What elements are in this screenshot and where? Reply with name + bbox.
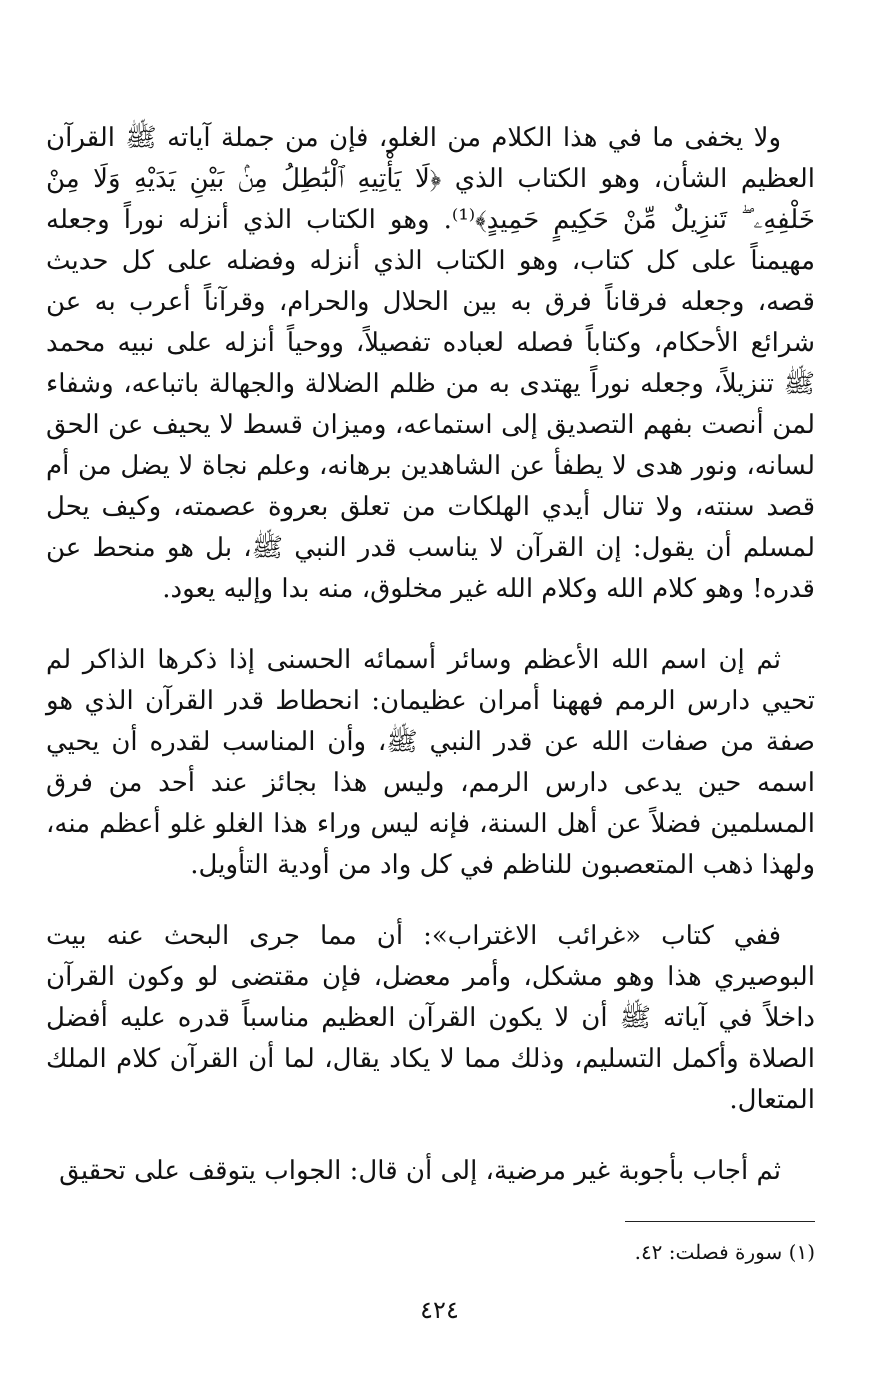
paragraph-4: ثم أجاب بأجوبة غير مرضية، إلى أن قال: الجواب يتوقف على تحقيق	[59, 1156, 781, 1186]
paragraph-1: ولا يخفى ما في هذا الكلام من الغلو، فإن من جملة آياته ﷺ القرآن العظيم الشأن، وهو الكتاب الذي ﴿لَا يَأْتِيهِ ٱلْبَٰطِلُ مِنۢ بَيْنِ يَدَيْهِ وَلَا مِنْ خَلْفِهِۦ ۖ تَنزِيلٌ مِّنْ حَكِيمٍ حَمِيدٍ﴾⁽¹⁾. وهو الكتاب الذي أنزله نوراً وجعله مهيمناً على كل كتاب، وهو الكتاب الذي أنزله وفضله على كل حديث قصه، وجعله فرقاناً فرق به بين الحلال والحرام، وقرآناً أعرب به عن شرائع الأحكام، وكتاباً فصله لعباده تفصيلاً، ووحياً أنزله على نبيه محمد ﷺ تنزيلاً، وجعله نوراً يهتدى به من ظلم الضلالة والجهالة باتباعه، وشفاء لمن أنصت بفهم التصديق إلى استماعه، وميزان قسط لا يحيف عن الحق لسانه، ونور هدى لا يطفأ عن الشاهدين برهانه، وعلم نجاة لا يضل من أم قصد سنته، ولا تنال أيدي الهلكات من تعلق بعروة عصمته، وكيف يحل لمسلم أن يقول: إن القرآن لا يناسب قدر النبي ﷺ، بل هو منحط عن قدره! وهو كلام الله وكلام الله غير مخلوق، منه بدا وإليه يعود.	[46, 123, 815, 604]
footnote-divider	[625, 1221, 815, 1222]
paragraph-2: ثم إن اسم الله الأعظم وسائر أسمائه الحسنى إذا ذكرها الذاكر لم تحيي دارس الرمم فههنا أمران عظيمان: انحطاط قدر القرآن الذي هو صفة من صفات الله عن قدر النبي ﷺ، وأن المناسب لقدره أن يحيي اسمه حين يدعى دارس الرمم، وليس هذا بجائز عند أحد من فرق المسلمين فضلاً عن أهل السنة، فإنه ليس وراء هذا الغلو غلو أعظم منه، ولهذا ذهب المتعصبون للناظم في كل واد من أودية التأويل.	[46, 645, 815, 880]
paragraph-3: ففي كتاب «غرائب الاغتراب»: أن مما جرى البحث عنه بيت البوصيري هذا وهو مشكل، وأمر معضل، فإن مقتضى لو وكون القرآن داخلاً في آياته ﷺ أن لا يكون القرآن العظيم مناسباً قدره عليه أفضل الصلاة وأكمل التسليم، وذلك مما لا يكاد يقال، لما أن القرآن كلام الملك المتعال.	[46, 921, 815, 1115]
footnote: (١) سورة فصلت: ٤٢.	[634, 1240, 815, 1264]
page-number: ٤٢٤	[420, 1296, 459, 1324]
page-body	[46, 118, 815, 1192]
